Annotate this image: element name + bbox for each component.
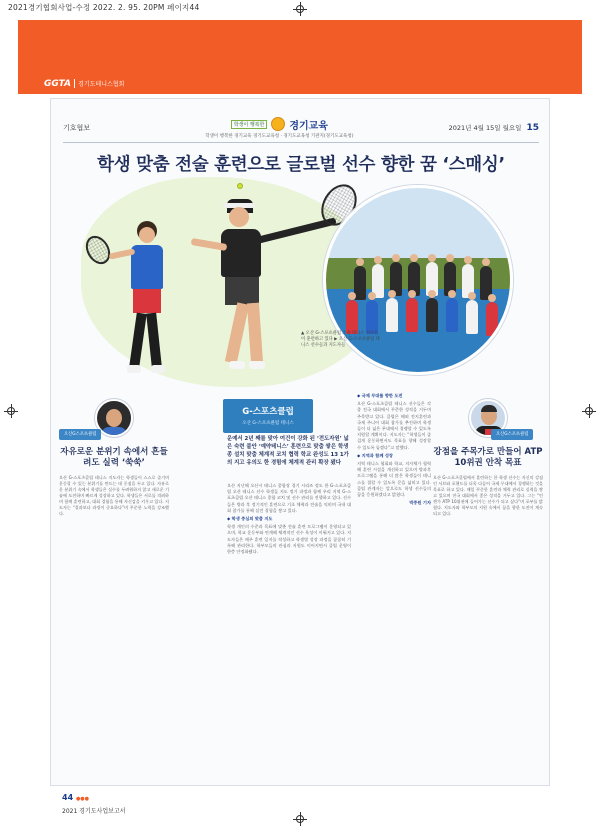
footer-page: 44: [62, 793, 74, 802]
body-left-section-heading: ◆ 학생 중심의 맞춤 지도: [227, 516, 273, 522]
photo-caption: ▲ 오산 G-스포츠클럽 소속 테니스 선수들이 훈련하고 있다 ▶ 오산 G-스포츠클럽 테니스 선수들과 지도자들: [301, 331, 380, 348]
footer-dots: ●●●: [75, 796, 90, 802]
club-subhead-subtitle: 오산 G-스포츠클럽 테니스: [242, 421, 294, 426]
masthead: [205, 117, 353, 139]
body-mid-section-heading-1: ◆ 국제 무대를 향한 도전: [357, 393, 403, 398]
emblem-icon: [271, 117, 285, 131]
left-sidebar-text: 오산 G-스포츠클럽 테니스 지도자는 학생들이 스스로 즐기며 운동할 수 있는 분위기를 만드는 데 중점을 두고 있다. 자유로운 분위기 속에서 학생들은 실수를 두려워하지 않고 새로운 기술에 도전하며 빠르게 성장하고 있다. 학생들은 서로를 격려하며 함께 훈련하고, 대회 경험을 통해 자신감을 키우고 있다. 지도자는 “결과보다 과정이 중요하다”며 꾸준한 노력을 강조했다.: [59, 475, 169, 516]
tennis-ball-icon: [237, 183, 243, 189]
ggta-logo: GGTA: [44, 78, 72, 89]
right-sidebar-tag: 오산G스포츠클럽: [491, 429, 533, 440]
crop-mark-right: [582, 404, 596, 418]
right-sidebar: [433, 399, 543, 755]
print-line: 2021경기협회사업-수정 2022. 2. 95. 20PM 페이지44: [8, 3, 200, 12]
masthead-badge: 학생이 행복한: [231, 120, 268, 129]
article-body-left: [227, 483, 351, 779]
banner-subtitle: 경기도테니스협회: [74, 79, 124, 88]
left-sidebar-tag: 오산G스포츠클럽: [59, 429, 101, 440]
date-block: [449, 123, 539, 133]
newspaper-page-number: 15: [526, 122, 539, 133]
right-sidebar-text: 오산 G-스포츠클럽에서 훈련하는 한 학생 선수는 자신의 강점인 서브와 포핸드를 더욱 다듬어 국제 무대에서 경쟁하는 것을 목표로 하고 있다. 매일 꾸준한 훈련과 체력 관리로 실력을 쌓고 있으며 전국 대회에서 좋은 성적을 거두고 있다. 그는 “언젠가 ATP 10위권에 들어가는 선수가 되고 싶다”며 포부를 밝혔다. 지도자와 학부모의 지원 속에서 꿈을 향한 도전이 계속되고 있다.: [433, 475, 543, 516]
child-player-figure: [103, 217, 173, 387]
masthead-title: 경기교육: [289, 120, 328, 132]
body-mid-paragraph-1: 오산 G-스포츠클럽 테니스 선수들은 각종 전국 대회에서 꾸준한 성적을 거두며 주목받고 있다. 클럽은 해외 전지훈련과 국제 주니어 대회 참가를 추진하며 학생들이 더 넓은 무대에서 경쟁할 수 있도록 지원할 계획이다. 지도자는 “학생들이 즐겁게 운동하면서도 목표를 향해 성장할 수 있도록 돕겠다”고 말했다.: [357, 401, 431, 450]
photo-area: [51, 177, 550, 397]
newspaper-page: [50, 98, 550, 786]
body-mid-paragraph-2: 지역 테니스 협회와 학교, 지자체가 협력해 훈련 시설을 개선하고 있으며 방과후 프로그램을 통해 더 많은 학생들이 테니스를 접할 수 있도록 문을 넓히고 있다. 클럽 관계자는 앞으로도 학생 선수들의 꿈을 응원하겠다고 밝혔다.: [357, 461, 431, 498]
club-subhead-box: [223, 399, 313, 433]
crop-mark-bottom: [293, 812, 307, 826]
issue-date: 2021년 4월 15일 월요일: [448, 124, 522, 132]
right-sidebar-title: 강점을 주목가로 만들어 ATP 10위권 안착 목표: [433, 447, 543, 468]
footer-page-number: [62, 793, 89, 802]
article-headline: 학생 맞춤 전술 훈련으로 글로벌 선수 향한 꿈 ‘스매싱’: [97, 155, 505, 175]
banner-label: [44, 78, 124, 89]
body-mid-section-heading-2: ◆ 지역과 함께 성장: [357, 452, 393, 458]
body-left-paragraph-1: 오산 지난해 오산시 테니스 종합장 경기 시리즈 정도 한 G-스포츠클럽 오산 테니스 선수 학생들 지도 정기 과정과 함께 우리 지역 G-스포츠클럽 오산 테니스 종합 코치 및 선수 관리를 진행하고 있다. 선수들은 방과 후 정기적인 훈련으로 기초 체력과 전술을 익히며 국내 대회 참가를 통해 실전 경험을 쌓고 있다.: [227, 483, 351, 513]
masthead-subtitle: 학생이 행복한 경기교육 경기도교육청 · 경기도교육청 기관지(경기도교육청): [205, 133, 354, 139]
article-lead: 운예서 2년 째를 맞아 여건이 강화 된 ‘전도자원’ 넓은 숙련 불안 ‘예약테니스’ 훈련으로 맞춤 쌓은 학생 종 설치 맞춤 체계적 코치 협력 학교 완성도 13 1가의 지고 유의도 한 경험에 체계적 관리 확장 됐다: [227, 436, 349, 466]
crop-mark-left: [4, 404, 18, 418]
crop-mark-top: [293, 2, 307, 16]
club-subhead-title: G-스포츠클럽: [242, 407, 294, 417]
article-body-right: [357, 391, 431, 779]
newspaper-meta-row: [63, 113, 539, 143]
byline: 박중원 기자: [409, 500, 431, 506]
issue-label: 기호협보: [63, 123, 91, 132]
left-sidebar-title: 자유로운 분위기 속에서 흔들려도 실력 ‘쑥쑥’: [60, 447, 168, 468]
body-left-paragraph-2: 학생 개인의 수준과 목표에 맞춘 전술 훈련 프로그램이 운영되고 있으며, 학교 운동부와 연계해 체계적인 선수 육성이 이뤄지고 있다. 지도자들은 매주 훈련 일지를 작성하고 학생별 성장 과정을 꼼꼼히 기록해 관리한다. 학부모들의 관심과 지원도 이어지면서 클럽 운영이 한층 안정화됐다.: [227, 524, 351, 555]
left-sidebar: [59, 399, 169, 755]
footer-title: 2021 경기도사업보고서: [62, 808, 126, 815]
